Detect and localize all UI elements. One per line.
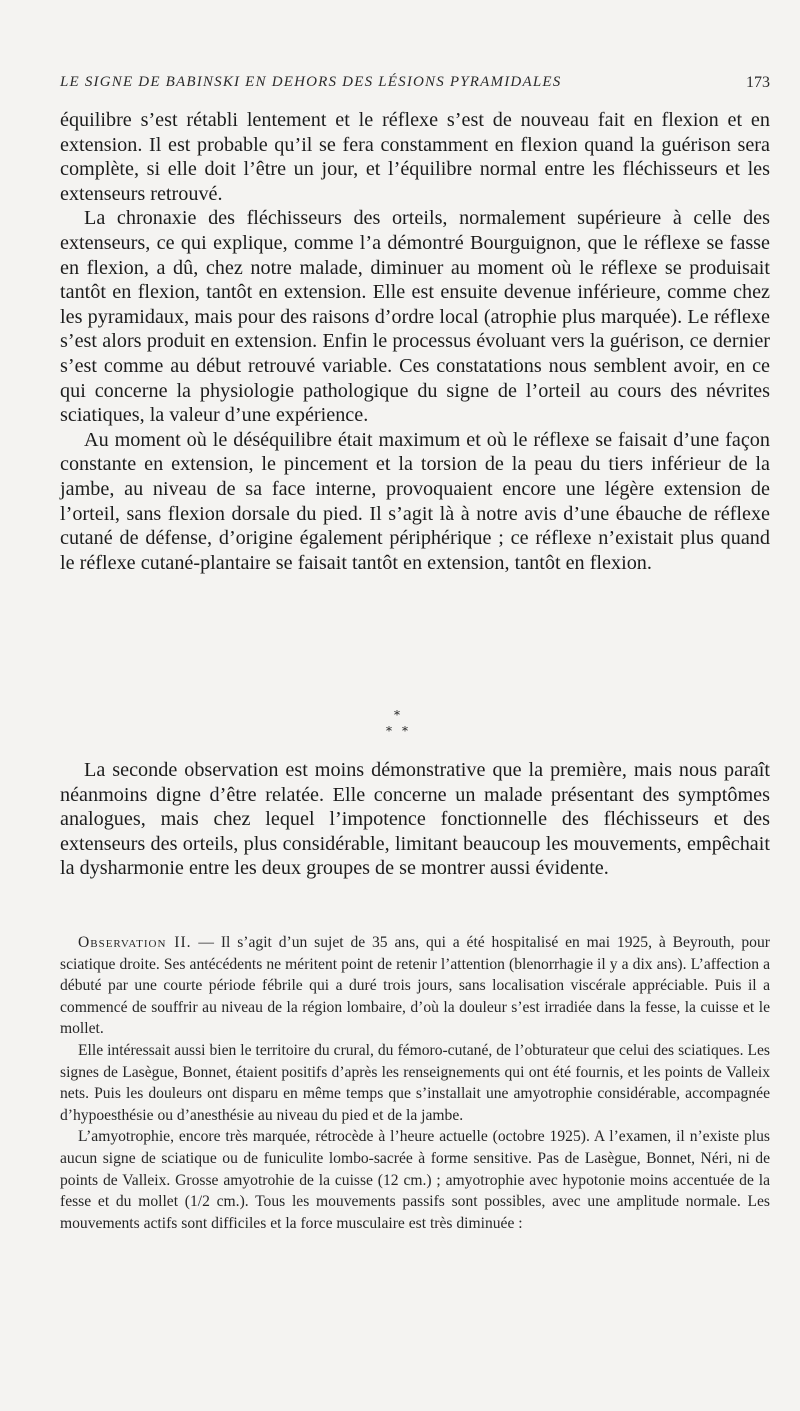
- observation-paragraph: Elle intéressait aussi bien le territoire du crural, du fémoro-cutané, de l’obturateur que celui des sciatiques. Les signes de Lasègue, Bonnet, étaient positifs d’après les renseignements qui ont été fournis, et les points de Valleix nets. Puis les douleurs ont disparu en même temps que s’installait une amyotrophie considérable, accompagnée d’hypoesthésie ou d’anesthésie au niveau du pied et de la jambe.: [60, 1041, 770, 1124]
- asterism-star: *: [394, 708, 400, 722]
- paragraph: La chronaxie des fléchisseurs des orteils, normalement supérieure à celle des extenseurs, ce qui explique, comme l’a démontré Bourguignon, que le réflexe se fasse en flexion, a dû, chez notre malade, diminuer au moment où le réflexe se produisait tantôt en flexion, tantôt en extension. Elle est ensuite devenue inférieure, comme chez les pyramidaux, mais pour des raisons d’ordre local (atrophie plus marquée). Le réflexe s’est alors produit en extension. Enfin le processus évoluant vers la guérison, ce dernier s’est comme au début retrouvé variable. Ces constatations nous semblent avoir, en ce qui concerne la physiologie pathologique du signe de l’orteil au cours des névrites sciatiques, la valeur d’une expérience.: [60, 207, 770, 427]
- running-header: [60, 74, 770, 98]
- observation-first-text: — Il s’agit d’un sujet de 35 ans, qui a été hospitalisé en mai 1925, à Beyrouth, pour sciatique droite. Ses antécédents ne méritent point de retenir l’attention (blenorrhagie il y a dix ans). L’affection a débuté par une courte période fébrile qui a duré trois jours, sans localisation viscérale appréciable. Puis il a commencé de souffrir au niveau de la région lombaire, d’où la douleur s’est irradiée dans la fesse, la cuisse et le mollet.: [60, 934, 770, 1038]
- asterism-star: *: [402, 724, 408, 738]
- observation-label: Observation II.: [78, 934, 192, 951]
- section-2-text: [60, 758, 770, 881]
- paragraph: La seconde observation est moins démonstrative que la première, mais nous paraît néanmoins digne d’être relatée. Elle concerne un malade présentant des symptômes analogues, mais chez lequel l’impotence fonctionnelle des fléchisseurs et des extenseurs des orteils, plus considérable, limitant beaucoup les mouvements, empêchait la dysharmonie entre les deux groupes de se montrer aussi évidente.: [60, 759, 770, 880]
- observation-text: [60, 932, 770, 1234]
- asterism-star: *: [386, 724, 392, 738]
- observation-paragraph: L’amyotrophie, encore très marquée, rétrocède à l’heure actuelle (octobre 1925). A l’examen, il n’existe plus aucun signe de sciatique ou de funiculite lombo-sacrée à forme sensitive. Pas de Lasègue, Bonnet, Néri, ni de points de Valleix. Grosse amyotrohie de la cuisse (12 cm.) ; amyotrophie avec hypotonie moins accentuée de la fesse et du mollet (1/2 cm.). Tous les mouvements passifs sont possibles, avec une amplitude normale. Les mouvements actifs sont difficiles et la force musculaire est très diminuée :: [60, 1128, 770, 1232]
- observation-paragraph: [60, 932, 770, 1040]
- section-1-text: [60, 108, 770, 575]
- paragraph: Au moment où le déséquilibre était maximum et où le réflexe se faisait d’une façon constante en extension, le pincement et la torsion de la peau du tiers inférieur de la jambe, au niveau de sa face interne, provoquaient encore une légère extension de l’orteil, sans flexion dorsale du pied. Il s’agit là à notre avis d’une ébauche de réflexe cutané de défense, d’origine également périphérique ; ce réflexe n’existait plus quand le réflexe cutané-plantaire se faisait tantôt en extension, tantôt en flexion.: [60, 428, 770, 574]
- paragraph: équilibre s’est rétabli lentement et le réflexe s’est de nouveau fait en flexion et en extension. Il est probable qu’il se fera constamment en flexion quand la guérison sera complète, si elle doit l’être un jour, et l’équilibre normal entre les fléchisseurs et les extenseurs retrouvé.: [60, 109, 770, 205]
- running-title: LE SIGNE DE BABINSKI EN DEHORS DES LÉSIONS PYRAMIDALES: [60, 74, 562, 90]
- page-number: 173: [746, 74, 770, 91]
- section-divider-asterism: [370, 708, 430, 744]
